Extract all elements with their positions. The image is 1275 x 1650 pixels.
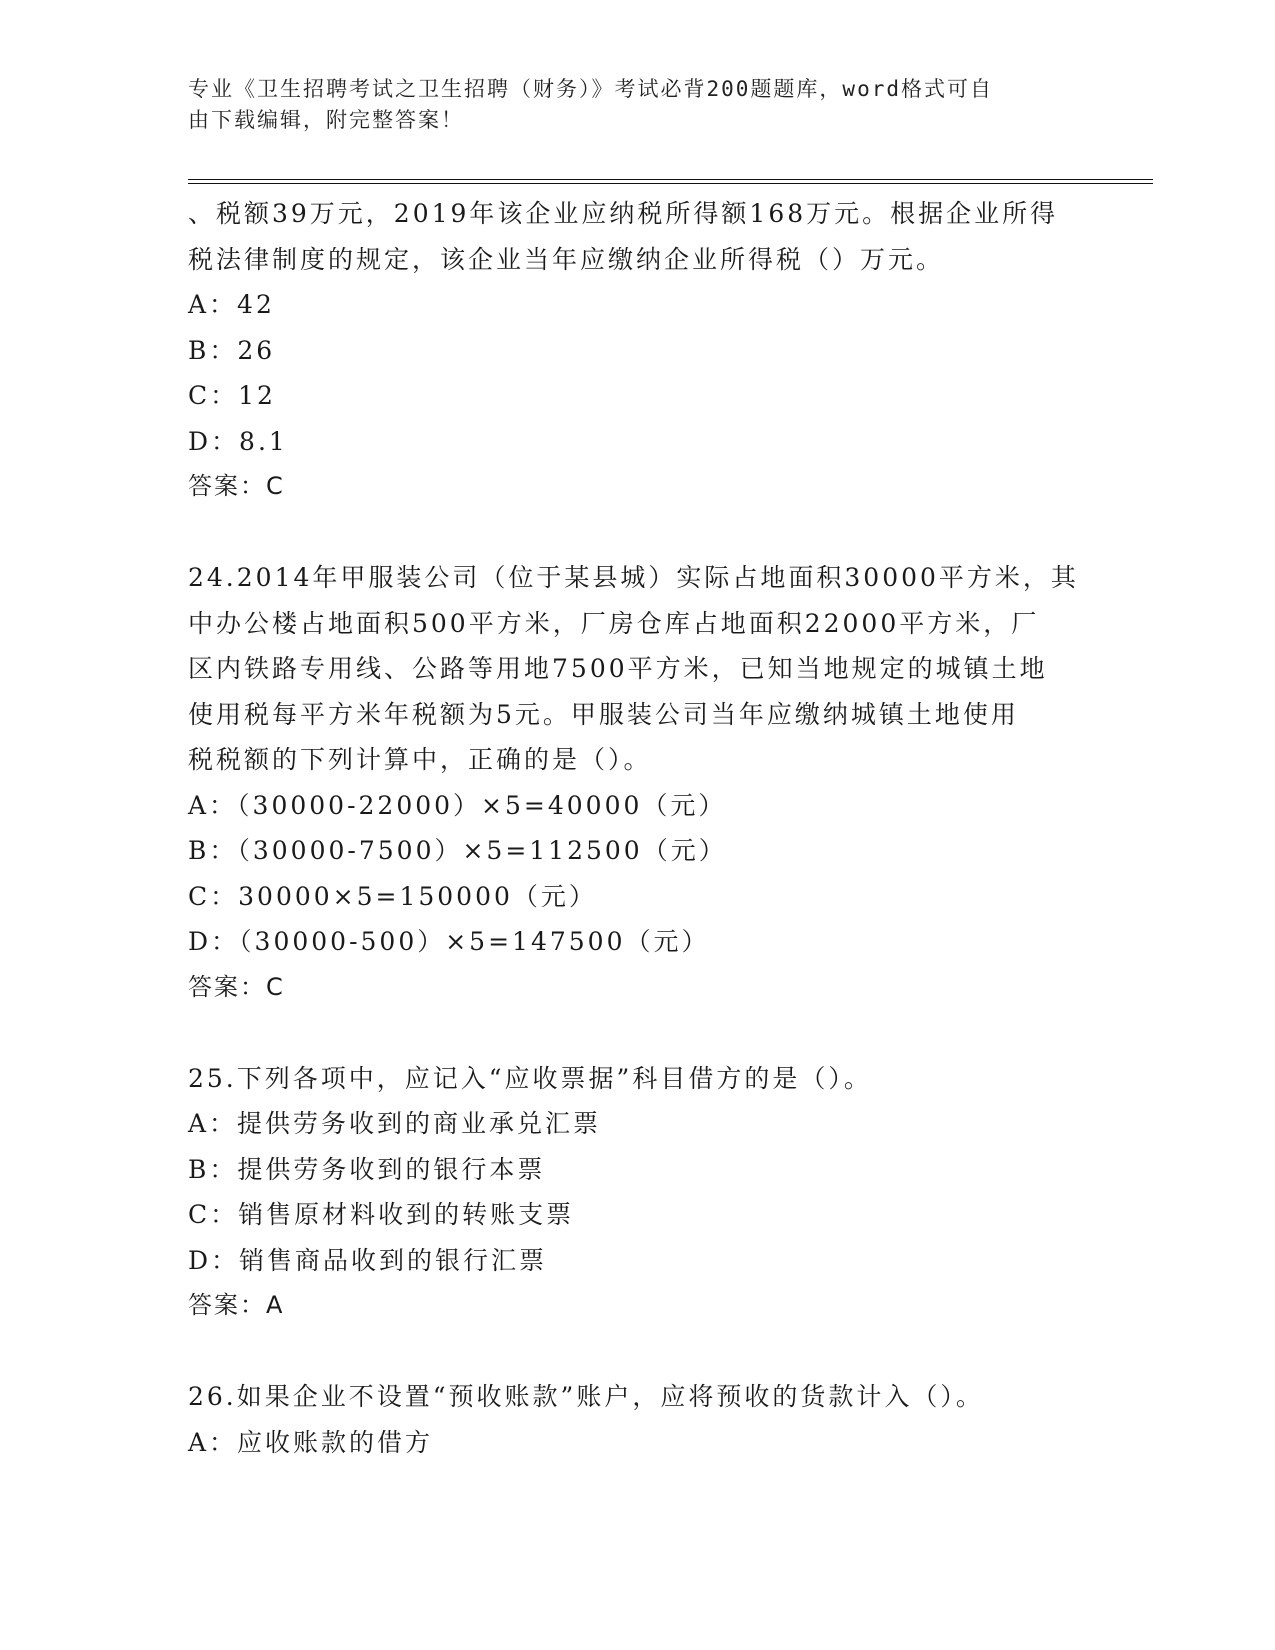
option-b: B：26 (188, 335, 276, 365)
option-b: B：（30000-7500）×5=112500（元） (188, 836, 727, 865)
question-stem-line: 、税额39万元，2019年该企业应纳税所得额168万元。根据企业所得 (188, 199, 1059, 228)
option-a: A：42 (188, 290, 275, 319)
question-stem-line: 税税额的下列计算中，正确的是（）。 (188, 745, 652, 774)
option-a: A：提供劳务收到的商业承兑汇票 (188, 1109, 602, 1138)
document-body (188, 191, 1088, 1465)
header-line-2: 由下载编辑，附完整答案！ (188, 108, 464, 132)
question-spacer (188, 510, 1088, 556)
answer-line: 答案：A (188, 1291, 285, 1319)
answer-line: 答案：C (188, 972, 285, 1001)
option-b: B：提供劳务收到的银行本票 (188, 1154, 546, 1184)
document-header (188, 74, 1088, 136)
option-c: C：12 (188, 381, 276, 410)
question-24 (188, 555, 1088, 1010)
option-d: D：（30000-500）×5=147500（元） (188, 927, 710, 956)
question-stem-line: 25.下列各项中，应记入“应收票据”科目借方的是（）。 (188, 1063, 872, 1093)
option-d: D：8.1 (188, 426, 288, 456)
question-stem-line: 使用税每平方米年税额为5元。甲服装公司当年应缴纳城镇土地使用 (188, 699, 1019, 729)
question-stem-line: 中办公楼占地面积500平方米，厂房仓库占地面积22000平方米，厂 (188, 608, 1040, 638)
header-line-1: 专业《卫生招聘考试之卫生招聘（财务）》考试必背200题题库，word格式可自 (188, 77, 993, 101)
question-stem-line: 26.如果企业不设置“预收账款”账户，应将预收的货款计入（）。 (188, 1382, 984, 1411)
option-c: C：销售原材料收到的转账支票 (188, 1200, 575, 1229)
answer-line: 答案：C (188, 472, 285, 500)
option-d: D：销售商品收到的银行汇票 (188, 1245, 548, 1275)
option-a: A：（30000-22000）×5=40000（元） (188, 790, 727, 820)
question-stem-line: 24.2014年甲服装公司（位于某县城）实际占地面积30000平方米，其 (188, 563, 1079, 592)
header-rule-bottom (188, 183, 1153, 184)
question-23 (188, 191, 1088, 510)
question-stem-line: 区内铁路专用线、公路等用地7500平方米，已知当地规定的城镇土地 (188, 654, 1048, 683)
question-stem-line: 税法律制度的规定，该企业当年应缴纳企业所得税（）万元。 (188, 244, 945, 274)
question-spacer (188, 1010, 1088, 1056)
option-a: A：应收账款的借方 (188, 1427, 434, 1457)
question-26 (188, 1374, 1088, 1465)
option-c: C：30000×5=150000（元） (188, 881, 597, 911)
question-spacer (188, 1329, 1088, 1375)
header-rule-top (188, 179, 1153, 180)
question-25 (188, 1056, 1088, 1329)
